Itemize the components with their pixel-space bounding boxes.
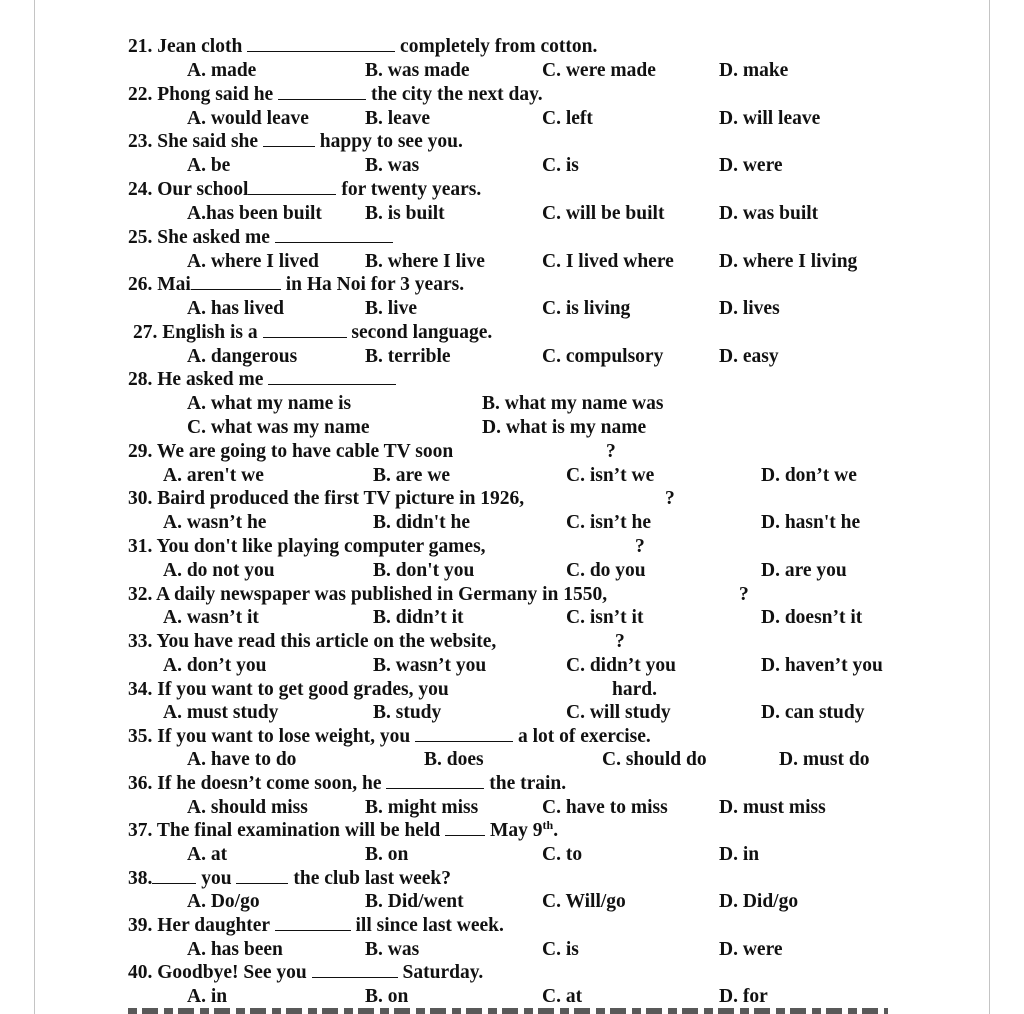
question-28 <box>128 369 396 391</box>
option-b: B. study <box>373 702 442 723</box>
question-text: a lot of exercise. <box>517 726 651 747</box>
question-24 <box>128 179 481 201</box>
option-a: A. what my name is <box>187 393 352 414</box>
option-b: B. was <box>365 155 420 176</box>
question-text: 27. English is a <box>133 322 258 343</box>
question-text: 36. If he doesn’t come soon, he <box>128 773 382 794</box>
question-text: ill since last week. <box>355 915 504 936</box>
option-b: B. does <box>424 749 484 770</box>
question-25 <box>128 227 393 249</box>
option-b: B. might miss <box>365 797 479 818</box>
question-30: 30. Baird produced the first TV picture in 1926, <box>128 488 525 509</box>
option-a: A. made <box>187 60 257 81</box>
option-c: C. didn’t you <box>566 655 676 676</box>
option-d: D. were <box>719 939 783 960</box>
question-text: 39. Her daughter <box>128 915 270 936</box>
option-a: A. have to do <box>187 749 297 770</box>
answer-blank <box>445 820 485 836</box>
option-a: A. where I lived <box>187 251 319 272</box>
option-b: B. on <box>365 844 409 865</box>
option-d: D. haven’t you <box>761 655 883 676</box>
option-a: A. would leave <box>187 108 309 129</box>
question-21 <box>128 36 597 58</box>
answer-blank <box>275 227 393 243</box>
question-mark: ? <box>635 536 645 557</box>
question-text: hard. <box>612 679 657 700</box>
option-a: A. don’t you <box>163 655 267 676</box>
option-a: A. in <box>187 986 228 1007</box>
option-b: B. wasn’t you <box>373 655 487 676</box>
option-c: C. left <box>542 108 593 129</box>
superscript: th <box>542 818 554 832</box>
question-text: 38. <box>128 868 153 889</box>
option-c: C. will study <box>566 702 671 723</box>
answer-blank <box>191 274 281 290</box>
question-text: 40. Goodbye! See you <box>128 962 307 983</box>
question-36 <box>128 773 566 795</box>
question-mark: ? <box>606 441 616 462</box>
option-c: C. should do <box>602 749 707 770</box>
option-c: C. do you <box>566 560 646 581</box>
option-b: B. are we <box>373 465 451 486</box>
option-a: A. has been <box>187 939 283 960</box>
question-29: 29. We are going to have cable TV soon <box>128 441 454 462</box>
option-b: B. terrible <box>365 346 451 367</box>
option-b: B. leave <box>365 108 430 129</box>
option-a: A. aren't we <box>163 465 264 486</box>
question-text: you <box>201 868 232 889</box>
option-c: C. is <box>542 939 579 960</box>
answer-blank <box>268 369 396 385</box>
option-c: C. have to miss <box>542 797 668 818</box>
question-text: 22. Phong said he <box>128 84 274 105</box>
question-27 <box>133 322 492 344</box>
answer-blank <box>312 962 398 978</box>
option-d: D. were <box>719 155 783 176</box>
option-a: A. be <box>187 155 231 176</box>
option-d: D. in <box>719 844 760 865</box>
option-c: C. will be built <box>542 203 665 224</box>
option-b: B. where I live <box>365 251 485 272</box>
option-c: C. I lived where <box>542 251 674 272</box>
option-b: B. was <box>365 939 420 960</box>
question-37 <box>128 820 558 842</box>
question-text: 24. Our school <box>128 179 249 200</box>
answer-blank <box>236 868 288 884</box>
question-31: 31. You don't like playing computer games, <box>128 536 486 557</box>
option-d: D. lives <box>719 298 780 319</box>
question-32: 32. A daily newspaper was published in Germany in 1550, <box>128 584 608 605</box>
question-text: 25. She asked me <box>128 227 270 248</box>
question-34: 34. If you want to get good grades, you <box>128 679 449 700</box>
option-b: B. Did/went <box>365 891 464 912</box>
question-text: 23. She said she <box>128 131 259 152</box>
question-39 <box>128 915 504 937</box>
option-d: D. for <box>719 986 768 1007</box>
question-35 <box>128 726 651 748</box>
option-d: D. Did/go <box>719 891 799 912</box>
question-text: in Ha Noi for 3 years. <box>285 274 465 295</box>
question-mark: ? <box>615 631 625 652</box>
question-text: Saturday. <box>402 962 484 983</box>
option-d: D. was built <box>719 203 819 224</box>
answer-blank <box>263 322 347 338</box>
answer-blank <box>275 915 351 931</box>
option-a: A. should miss <box>187 797 308 818</box>
question-38 <box>128 868 451 890</box>
question-40 <box>128 962 483 984</box>
option-a: A. must study <box>163 702 279 723</box>
answer-blank <box>415 726 513 742</box>
question-text: 28. He asked me <box>128 369 264 390</box>
option-c: C. Will/go <box>542 891 626 912</box>
question-33: 33. You have read this article on the website, <box>128 631 497 652</box>
option-a: A. at <box>187 844 228 865</box>
option-d: D. what is my name <box>482 417 647 438</box>
option-c: C. isn’t we <box>566 465 655 486</box>
option-c: C. were made <box>542 60 656 81</box>
question-text: the club last week? <box>293 868 451 889</box>
question-22 <box>128 84 543 106</box>
option-b: B. didn't he <box>373 512 470 533</box>
option-c: C. is living <box>542 298 631 319</box>
answer-blank <box>152 868 196 884</box>
option-b: B. live <box>365 298 417 319</box>
question-text: completely from cotton. <box>400 36 598 57</box>
question-mark: ? <box>739 584 749 605</box>
answer-blank <box>386 773 484 789</box>
option-d: D. hasn't he <box>761 512 861 533</box>
option-d: D. must miss <box>719 797 826 818</box>
question-text: . <box>553 820 559 841</box>
question-mark: ? <box>665 488 675 509</box>
option-b: B. didn’t it <box>373 607 464 628</box>
option-d: D. doesn’t it <box>761 607 863 628</box>
option-c: C. at <box>542 986 583 1007</box>
option-a: A.has been built <box>187 203 322 224</box>
option-d: D. can study <box>761 702 865 723</box>
option-a: A. dangerous <box>187 346 298 367</box>
question-text: 35. If you want to lose weight, you <box>128 726 411 747</box>
option-a: A. wasn’t it <box>163 607 259 628</box>
question-text: the train. <box>489 773 567 794</box>
question-text: happy to see you. <box>319 131 463 152</box>
option-d: D. easy <box>719 346 779 367</box>
option-a: A. do not you <box>163 560 275 581</box>
option-c: C. isn’t it <box>566 607 644 628</box>
question-26 <box>128 274 464 296</box>
question-text: May 9 <box>489 820 543 841</box>
question-text: 26. Mai <box>128 274 191 295</box>
answer-blank <box>247 36 395 52</box>
answer-blank <box>278 84 366 100</box>
option-b: B. was made <box>365 60 470 81</box>
question-text: for twenty years. <box>341 179 482 200</box>
option-d: D. will leave <box>719 108 821 129</box>
option-c: C. to <box>542 844 583 865</box>
option-a: A. wasn’t he <box>163 512 267 533</box>
option-d: D. where I living <box>719 251 858 272</box>
option-c: C. what was my name <box>187 417 370 438</box>
option-c: C. compulsory <box>542 346 664 367</box>
cropped-next-line <box>128 1008 888 1014</box>
option-b: B. on <box>365 986 409 1007</box>
option-b: B. is built <box>365 203 445 224</box>
option-d: D. make <box>719 60 789 81</box>
option-c: C. isn’t he <box>566 512 652 533</box>
option-b: B. don't you <box>373 560 475 581</box>
question-text: second language. <box>351 322 493 343</box>
question-23 <box>128 131 463 153</box>
option-a: A. has lived <box>187 298 284 319</box>
option-d: D. are you <box>761 560 847 581</box>
question-text: 21. Jean cloth <box>128 36 243 57</box>
option-d: D. don’t we <box>761 465 857 486</box>
question-text: 37. The final examination will be held <box>128 820 441 841</box>
answer-blank <box>248 179 336 195</box>
option-c: C. is <box>542 155 579 176</box>
option-b: B. what my name was <box>482 393 664 414</box>
option-d: D. must do <box>779 749 870 770</box>
question-text: the city the next day. <box>370 84 543 105</box>
answer-blank <box>263 131 315 147</box>
option-a: A. Do/go <box>187 891 260 912</box>
